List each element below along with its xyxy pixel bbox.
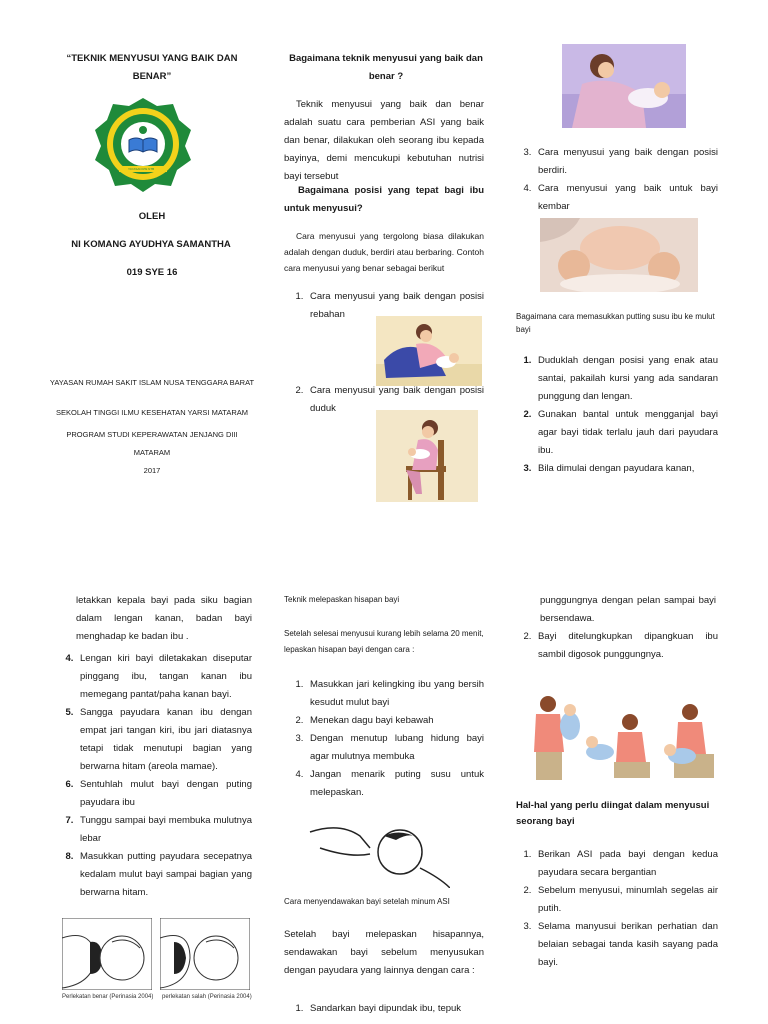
col4-step-8: Masukkan putting payudara secepatnya kedalam mulut bayi sampai bagian yang berwarna hitam.: [80, 851, 252, 898]
col5-step-1: 1. Masukkan jari kelingking ibu yang bersih kesudut mulut bayi: [306, 676, 484, 712]
col3-heading: Bagaimana cara memasukkan putting susu ibu ke mulut bayi: [516, 312, 715, 334]
col6-tips: [512, 846, 718, 972]
cover-oleh: OLEH: [138, 211, 166, 222]
col5-heading2: Cara menyendawakan bayi setelah minum ASI: [284, 897, 450, 906]
col2-item1: 1. Cara menyusui yang baik dengan posisi rebahan: [306, 288, 484, 324]
col5-heading: Teknik melepaskan hisapan bayi: [284, 595, 400, 604]
col6-continued: punggungnya dengan pelan sampai bayi bersendawa.: [540, 595, 716, 624]
col4-step-6: Sentuhlah mulut bayi dengan puting payudara ibu: [80, 779, 252, 808]
col5-step-4: 4. Jangan menarik puting susu untuk melepaskan.: [306, 766, 484, 802]
col3-list-a: [512, 144, 718, 216]
col4-step-4: Lengan kiri bayi diletakakan diseputar pinggang ibu, tangan kanan ibu memegang pantat/paha kanan bayi.: [80, 653, 252, 700]
col5-step-last: 1. Sandarkan bayi dipundak ibu, tepuk: [306, 1000, 484, 1018]
col4-step-5: Sangga payudara kanan ibu dengan empat jari tangan kiri, ibu jari diatasnya tetapi tidak menutupi bagian yang berwarna hitam (areola mamae).: [80, 707, 252, 772]
col5-steps-2: [284, 1000, 484, 1018]
col3-step-3: Bila dimulai dengan payudara kanan,: [538, 463, 695, 474]
release-suction-image: [300, 818, 450, 888]
caption-correct-latch: Perlekatan benar (Perinasia 2004): [62, 994, 154, 1000]
lying-position-image: [376, 316, 482, 386]
col3-item4: 4. Cara menyusui yang baik untuk bayi kembar: [534, 180, 718, 216]
cover-city: MATARAM: [133, 448, 171, 457]
col6-heading: Hal-hal yang perlu diingat dalam menyusui seorang bayi: [516, 800, 710, 827]
col6-list: [512, 628, 718, 664]
col6-tip-1: 1. Berikan ASI pada bayi dengan kedua payudara secara bergantian: [534, 846, 718, 882]
wrong-latch-image: [160, 918, 250, 990]
col3-step-1: Duduklah dengan posisi yang enak atau santai, pakailah kursi yang ada sandaran punggung dan lengan.: [538, 355, 718, 402]
col3-item3: 3. Cara menyusui yang baik dengan posisi berdiri.: [534, 144, 718, 180]
logo-band-text: YAYASAN RSI NTB: [128, 167, 155, 171]
cover-title: “TEKNIK MENYUSUI YANG BAIK DAN BENAR”: [66, 53, 238, 82]
col4-step-7: Tunggu sampai bayi membuka mulutnya lebar: [80, 815, 252, 844]
col6-tip-2: 2. Sebelum menyusui, minumlah segelas air putih.: [534, 882, 718, 918]
standing-position-image: [562, 44, 686, 128]
twin-babies-image: [540, 218, 698, 292]
burping-positions-image: [526, 692, 722, 782]
cover-program: PROGRAM STUDI KEPERAWATAN JENJANG DIII: [66, 430, 238, 439]
col5-step-2: 2. Menekan dagu bayi kebawah: [306, 712, 484, 730]
col2-heading2: Bagaimana posisi yang tepat bagi ibu untuk menyusui?: [284, 185, 484, 214]
col6-item2: 2. Bayi ditelungkupkan dipangkuan ibu sambil digosok punggungnya.: [534, 628, 718, 664]
col3-steps: [512, 352, 718, 478]
col5-para: Setelah selesai menyusui kurang lebih selama 20 menit, lepaskan hisapan bayi dengan cara :: [284, 629, 484, 654]
col2-para2: Cara menyusui yang tergolong biasa dilakukan adalah dengan duduk, berdiri atau berbaring. Contoh cara menyusui yang benar sebagai berikut: [284, 231, 484, 273]
col5-steps: [284, 676, 484, 802]
col2-para1: Teknik menyusui yang baik dan benar adalah suatu cara pemberian ASI yang baik dan benar, dilakukan oleh seorang ibu kepada bayinya, demi mencukupi kebutuhan nutrisi bayi tersebut: [284, 99, 484, 182]
col3-step-2: Gunakan bantal untuk mengganjal bayi agar bayi tidak terlalu jauh dari payudara ibu.: [538, 409, 718, 456]
col2-item2: 2. Cara menyusui yang baik dengan posisi duduk: [306, 382, 484, 418]
col4-continued: letakkan kepala bayi pada siku bagian dalam lengan kanan, badan bayi menghadap ke badan ibu .: [76, 595, 252, 642]
col2-heading1: Bagaimana teknik menyusui yang baik dan benar ?: [289, 53, 483, 82]
col5-para2: Setelah bayi melepaskan hisapannya, sendawakan bayi sebelum menyusukan dengan payudara yang lainnya dengan cara :: [284, 929, 484, 976]
correct-latch-image: [62, 918, 152, 990]
col6-tip-3: 3. Selama manyusui berikan perhatian dan belaian sebagai tanda kasih sayang pada bayi.: [534, 918, 718, 972]
caption-wrong-latch: perlekatan salah (Perinasia 2004): [162, 994, 252, 1000]
cover-year: 2017: [143, 466, 161, 475]
col4-steps: [54, 650, 252, 902]
cover-school: SEKOLAH TINGGI ILMU KESEHATAN YARSI MATARAM: [56, 408, 248, 417]
col5-step-3: 3. Dengan menutup lubang hidung bayi agar mulutnya membuka: [306, 730, 484, 766]
sitting-position-image: [376, 410, 478, 502]
cover-nim: 019 SYE 16: [126, 267, 178, 278]
cover-foundation: YAYASAN RUMAH SAKIT ISLAM NUSA TENGGARA BARAT: [49, 378, 255, 387]
cover-author: NI KOMANG AYUDHYA SAMANTHA: [71, 239, 231, 250]
